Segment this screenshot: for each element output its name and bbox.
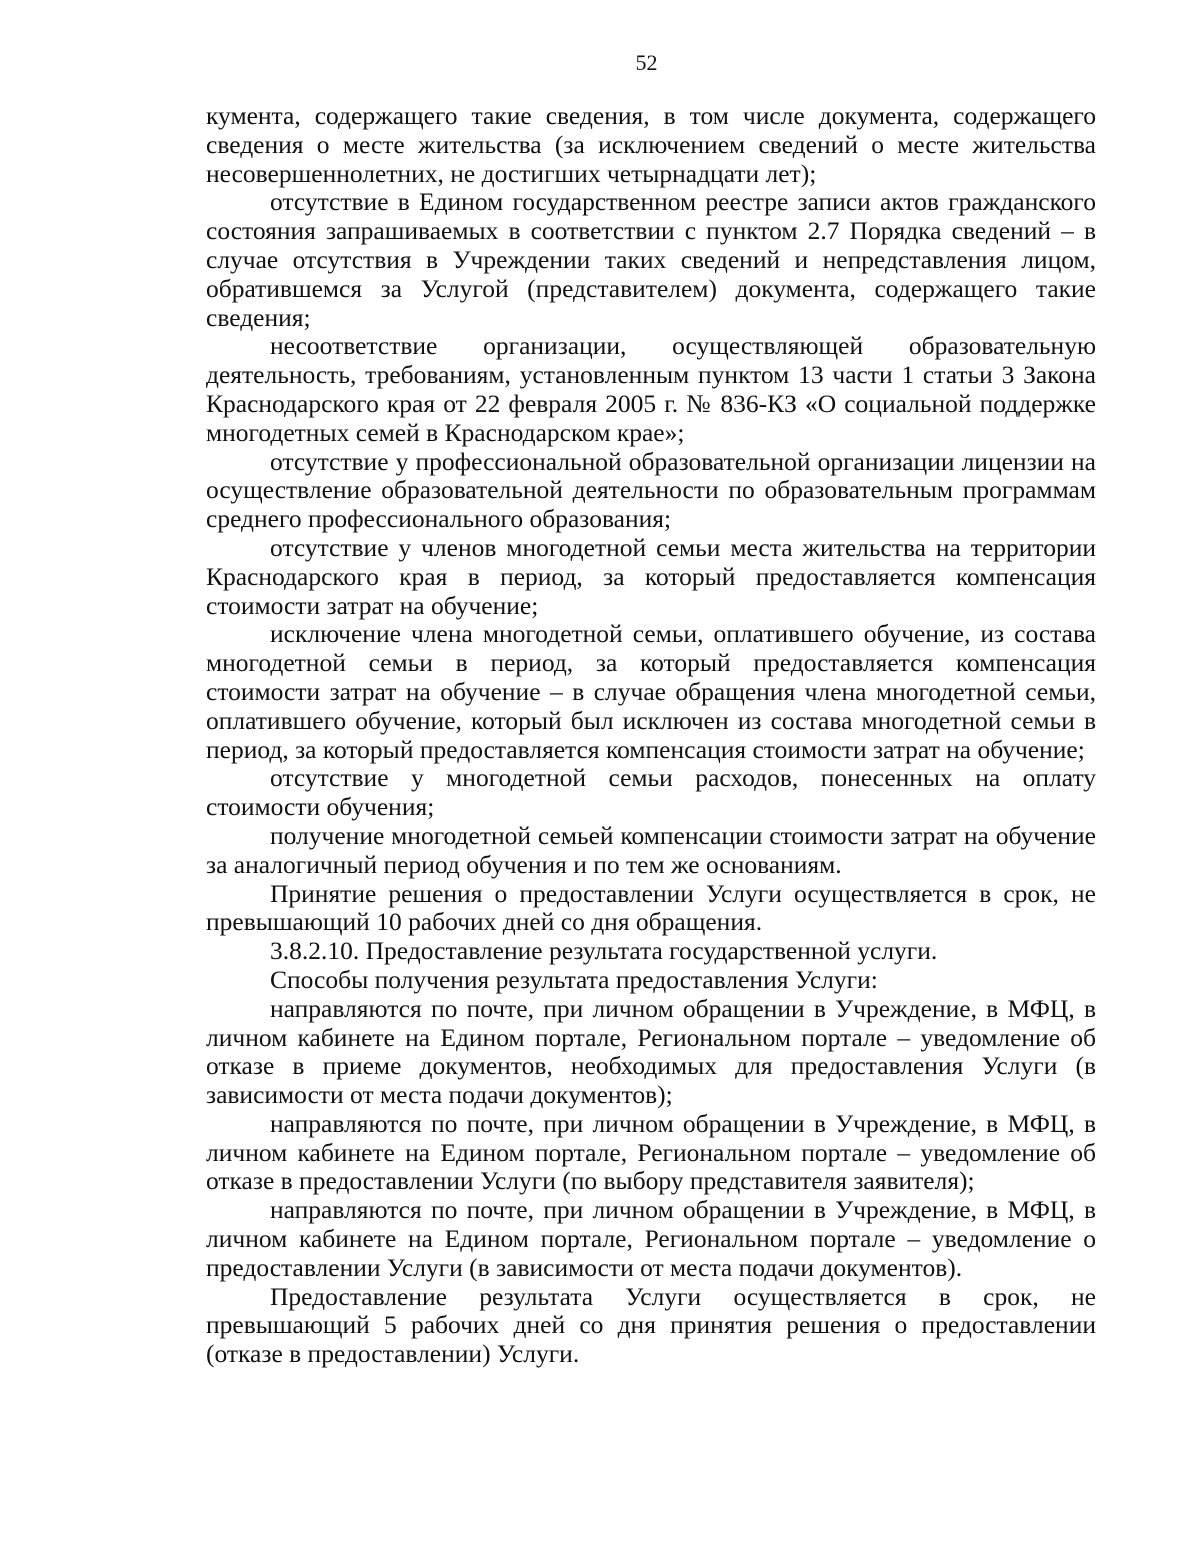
document-body [206, 102, 1096, 1369]
paragraph-continuation: кумента, содержащего такие сведения, в том числе документа, содержащего сведения о месте жительства (за исключением сведений о месте жительства несовершеннолетних, не достигших четырнадцати лет); [206, 101, 1096, 188]
paragraph-service-notice: направляются по почте, при личном обращении в Учреждение, в МФЦ, в личном кабинете на Едином портале, Региональном портале – уведомление о предоставлении Услуги (в зависимости от места подачи документов). [206, 1195, 1096, 1282]
paragraph-section-heading: 3.8.2.10. Предоставление результата государственной услуги. [270, 936, 938, 966]
paragraph-organization-mismatch: несоответствие организации, осуществляющей образовательную деятельность, требованиям, установленным пунктом 13 части 1 статьи 3 Закона Краснодарского края от 22 февраля 2005 г. № 836-КЗ «О социальной поддержке многодетных семей в Краснодарском крае»; [206, 331, 1096, 447]
paragraph-refusal-documents: направляются по почте, при личном обращении в Учреждение, в МФЦ, в личном кабинете на Едином портале, Региональном портале – уведомление об отказе в приеме документов, необходимых для предоставления Услуги (в зависимости от места подачи документов); [206, 993, 1096, 1110]
paragraph-compensation-received: получение многодетной семьей компенсации стоимости затрат на обучение за аналогичный период обучения и по тем же основаниям. [206, 820, 1096, 879]
paragraph-refusal-service: направляются по почте, при личном обращении в Учреждение, в МФЦ, в личном кабинете на Едином портале, Региональном портале – уведомление об отказе в предоставлении Услуги (по выбору представителя заявителя); [206, 1108, 1096, 1196]
paragraph-member-exclusion: исключение члена многодетной семьи, оплатившего обучение, из состава многодетной семьи в период, за который предоставляется компенсация стоимости затрат на обучение – в случае обращения члена многодетной семьи, оплатившего обучение, который был исключен из состава многодетной семьи в период, за который предоставляется компенсация стоимости затрат на обучение; [206, 619, 1096, 764]
paragraph-residence-absence: отсутствие у членов многодетной семьи места жительства на территории Краснодарского края в период, за который предоставляется компенсация стоимости затрат на обучение; [206, 532, 1096, 620]
paragraph-result-methods: Способы получения результата предоставления Услуги: [270, 964, 878, 994]
paragraph-registry-absence: отсутствие в Едином государственном реестре записи актов гражданского состояния запрашиваемых в соответствии с пунктом 2.7 Порядка сведений – в случае отсутствия в Учреждении таких сведений и непредставления лицом, обратившемся за Услугой (представителем) документа, содержащего такие сведения; [206, 187, 1096, 332]
paragraph-expenses-absence: отсутствие у многодетной семьи расходов, понесенных на оплату стоимости обучения; [206, 763, 1096, 822]
paragraph-decision-term: Принятие решения о предоставлении Услуги осуществляется в срок, не превышающий 10 рабочих дней со дня обращения. [206, 878, 1096, 937]
paragraph-result-term: Предоставление результата Услуги осуществляется в срок, не превышающий 5 рабочих дней со дня принятия решения о предоставлении (отказе в предоставлении) Услуги. [206, 1281, 1096, 1369]
page-number: 52 [635, 50, 658, 75]
paragraph-license-absence: отсутствие у профессиональной образовательной организации лицензии на осуществление образовательной деятельности по образовательным программам среднего профессионального образования; [206, 446, 1096, 534]
